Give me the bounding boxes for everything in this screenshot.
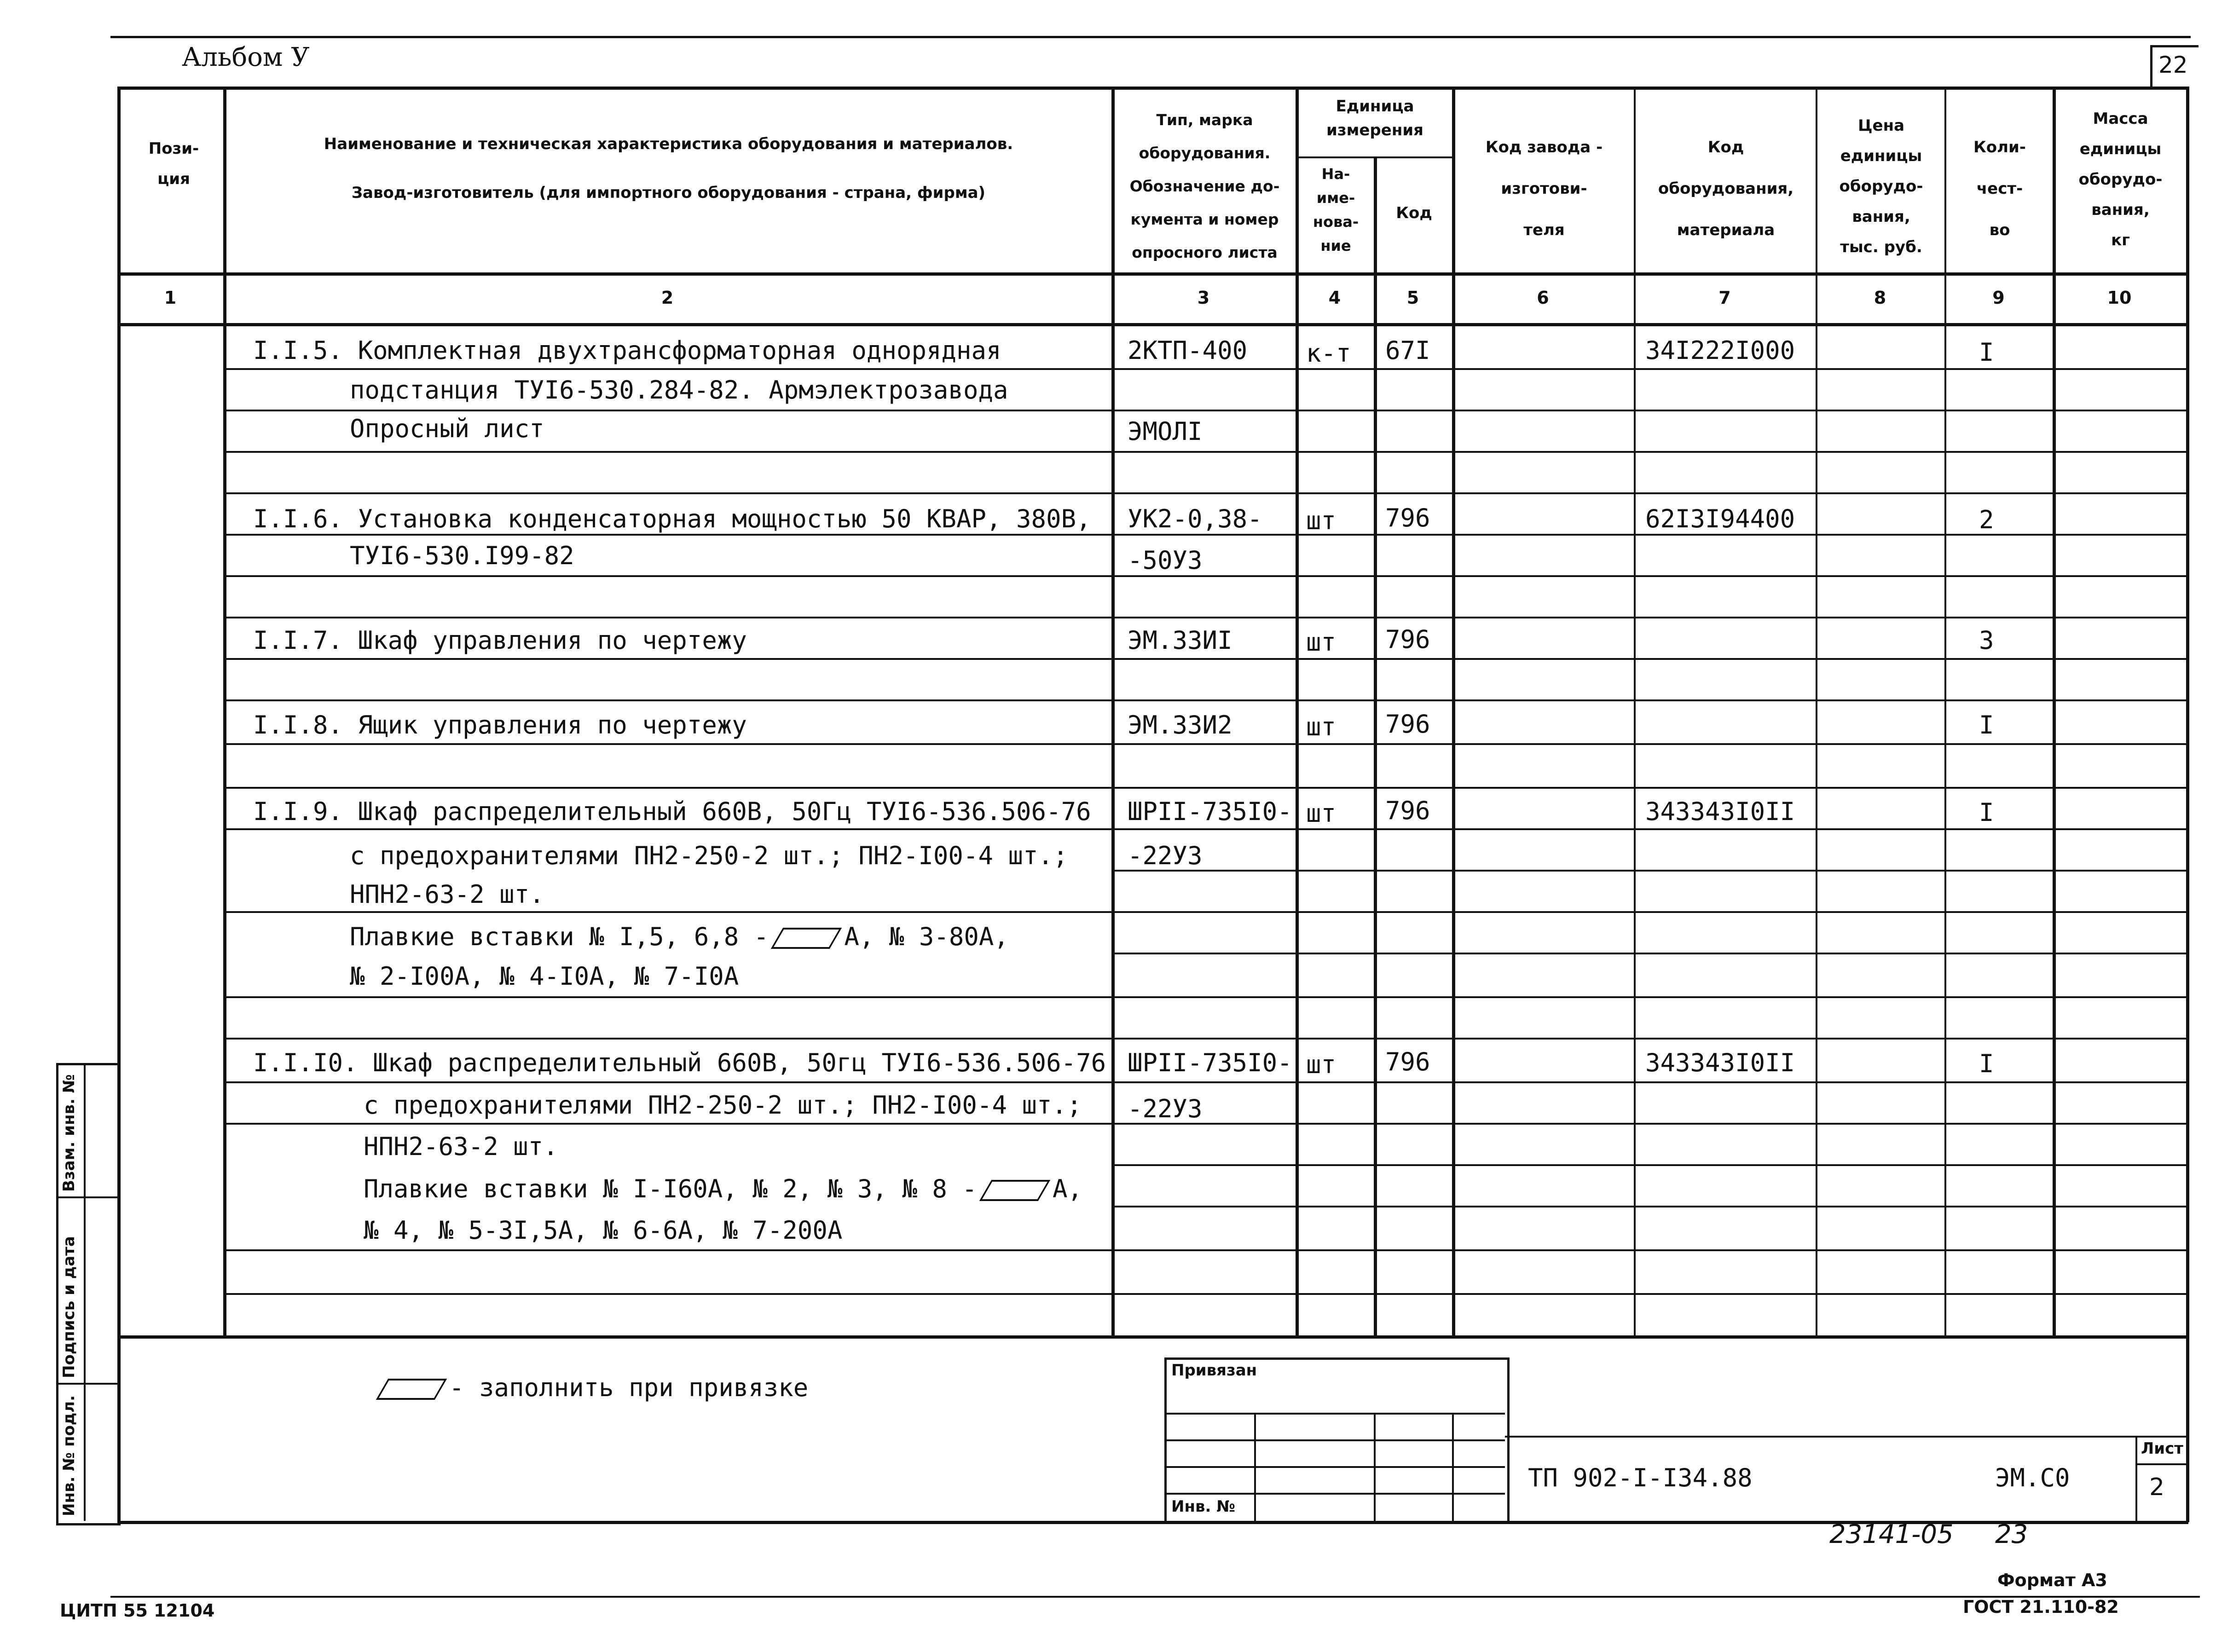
item-eq-code: 343343I0II [1645,797,1795,826]
item-name: Опросный лист [350,414,544,443]
gost-label: ГОСТ 21.110-82 [1963,1597,2119,1617]
unit-split-line [1296,156,1452,158]
row-line [223,492,2188,494]
row-line [223,743,2188,745]
item-name: I.I.8. Ящик управления по чертежу [253,710,747,739]
item-unit: к-т [1306,339,1351,368]
item-name: I.I.7. Шкаф управления по чертежу [253,626,747,655]
item-code: 796 [1385,796,1430,825]
header-pos: Пози- ция [148,139,199,188]
page-number: 22 [2158,52,2188,78]
row-line [1111,953,2188,954]
stamp-sheet-label: Лист [2141,1439,2183,1458]
item-type: -50У3 [1128,546,1203,575]
blank-field-icon [979,1180,1051,1201]
row-line [223,699,2188,701]
col-num-4: 4 [1328,288,1341,308]
table-bottom [117,1335,2188,1339]
handwritten-number: 23141-05 [1829,1519,1954,1549]
item-qty: I [1979,798,1994,827]
citp-label: ЦИТП 55 12104 [60,1600,215,1621]
row-line [223,996,2188,998]
blank-field-icon [771,928,842,949]
stamp-code: ЭМ.С0 [1995,1463,2070,1492]
side-podpis-label: Подпись и дата [60,1236,78,1378]
item-name: подстанция ТУI6-530.284-82. Армэлектрозавода [350,375,1008,404]
side-inv-label: Инв. № подл. [60,1395,78,1516]
format-label: Формат А3 [1997,1570,2107,1590]
row-line [223,1293,2188,1295]
item-name: I.I.5. Комплектная двухтрансформаторная однорядная [253,336,1001,365]
header-factory: Код завода - изготови- теля [1485,138,1603,239]
stamp-line [1164,1493,1505,1495]
col-num-8: 8 [1874,288,1886,308]
item-type: ЭМ.33И2 [1128,710,1232,739]
item-eq-code: 34I222I000 [1645,336,1795,365]
item-type: ЭМОЛI [1128,417,1203,446]
side-stamp-line [84,1063,86,1521]
item-type: ШРII-735I0- [1128,1048,1292,1077]
item-fuse-line: Плавкие вставки № I,5, 6,8 - А, № 3-80А, [350,922,1009,951]
frame-top [117,87,2188,90]
side-stamp-line [56,1383,118,1385]
item-name: № 4, № 5-3I,5А, № 6-6А, № 7-200А [364,1216,843,1245]
row-line [1111,1206,2188,1207]
note: - заполнить при привязке [382,1374,808,1402]
col-num-7: 7 [1718,288,1731,308]
col-num-3: 3 [1197,288,1210,308]
stamp-line [1164,1466,1505,1468]
header-unit-code: Код [1396,204,1432,222]
item-code: 796 [1385,1047,1430,1076]
row-line [223,1038,2188,1040]
top-border [110,36,2191,38]
item-name: I.I.9. Шкаф распределительный 660В, 50Гц ТУI6-536.506-76 [253,797,1091,826]
item-code: 796 [1385,625,1430,654]
row-line [223,1249,2188,1251]
row-line [223,368,2188,370]
item-code: 796 [1385,503,1430,532]
stamp-privyazan-label: Привязан [1171,1361,1257,1380]
row-line [223,1081,2188,1083]
blank-field-icon [376,1379,447,1400]
col-line-4 [1374,156,1377,1335]
item-qty: I [1979,710,1994,739]
header-type: Тип, марка оборудования. Обозначение до- кумента и номер опросного листа [1129,111,1280,261]
row-line [223,534,2188,536]
handwritten-sheet: 23 [1995,1519,2028,1549]
item-eq-code: 62I3I94400 [1645,504,1795,533]
item-type: ЭМ.33ИI [1128,626,1232,655]
item-code: 67I [1385,336,1430,365]
header-price: Цена единицы оборудо- вания, тыс. руб. [1839,116,1923,256]
item-unit: шт [1306,506,1336,535]
col-num-5: 5 [1406,288,1419,308]
row-line [223,617,2188,618]
item-name: НПН2-63-2 шт. [364,1132,558,1161]
item-unit: шт [1306,1050,1336,1079]
item-fuse-line: Плавкие вставки № I-I60А, № 2, № 3, № 8 - А, [364,1174,1082,1203]
col-num-1: 1 [164,288,177,308]
col-num-6: 6 [1537,288,1549,308]
item-name: № 2-I00А, № 4-I0А, № 7-I0А [350,962,739,991]
album-label: Альбом У [182,42,310,72]
row-line [1111,1164,2188,1166]
row-line [223,828,2188,830]
item-name: с предохранителями ПН2-250-2 шт.; ПН2-I00-4 шт.; [364,1091,1082,1120]
item-qty: 2 [1979,505,1994,534]
header-unit: Единица измерения [1326,97,1423,139]
stamp-line [1164,1413,1505,1415]
header-eq-code: Код оборудования, материала [1658,138,1794,239]
stamp-line [1452,1413,1454,1521]
col-num-10: 10 [2107,288,2132,308]
item-code: 796 [1385,710,1430,739]
row-line [223,410,2188,411]
item-unit: шт [1306,799,1336,828]
title-block-top [1505,1436,2188,1438]
title-block-sheet-line [2135,1436,2137,1521]
row-line [223,1123,2188,1125]
stamp-line [1254,1413,1256,1521]
row-line [1111,870,2188,872]
side-stamp-line [56,1196,118,1198]
item-type: -22У3 [1128,1094,1203,1123]
item-name: I.I.I0. Шкаф распределительный 660В, 50гц ТУI6-536.506-76 [253,1048,1106,1077]
header-unit-name: На- име- нова- ние [1313,165,1359,254]
item-name: НПН2-63-2 шт. [350,880,544,909]
stamp-line [1374,1413,1376,1521]
side-vzam-label: Взам. инв. № [60,1074,78,1192]
item-name: с предохранителями ПН2-250-2 шт.; ПН2-I00-4 шт.; [350,841,1068,870]
header-name: Наименование и техническая характеристика оборудования и материалов. Завод-изготовитель (для импортного оборудования - страна, фирма) [324,135,1013,202]
stamp-sheet: 2 [2149,1473,2165,1501]
header-qty: Коли- чест- во [1973,138,2026,239]
numbers-bottom [117,323,2188,326]
col-num-9: 9 [1992,288,2005,308]
row-line [223,658,2188,660]
item-type: -22У3 [1128,841,1203,870]
header-mass: Масса единицы оборудо- вания, кг [2078,110,2163,249]
stamp-doc: ТП 902-I-I34.88 [1528,1463,1753,1492]
item-qty: I [1979,338,1994,367]
stamp-line [1164,1439,1505,1441]
item-type: ШРII-735I0- [1128,797,1292,826]
row-line [223,451,2188,453]
bottom-rule [110,1596,2200,1598]
title-block-sheet-line [2135,1463,2188,1465]
item-unit: шт [1306,712,1336,741]
row-line [223,575,2188,577]
row-line [223,911,2188,913]
item-name: I.I.6. Установка конденсаторная мощностью 50 КВАР, 380В, [253,504,1091,533]
row-line [223,787,2188,789]
item-unit: шт [1306,628,1336,657]
item-qty: I [1979,1049,1994,1078]
frame-right [2186,87,2189,1522]
item-type: УК2-0,38- [1128,504,1262,533]
item-type: 2КТП-400 [1128,336,1248,365]
item-eq-code: 343343I0II [1645,1048,1795,1077]
item-qty: 3 [1979,626,1994,655]
stamp-inv-label: Инв. № [1171,1497,1236,1516]
col-num-2: 2 [661,288,674,308]
item-name: ТУI6-530.I99-82 [350,541,574,570]
